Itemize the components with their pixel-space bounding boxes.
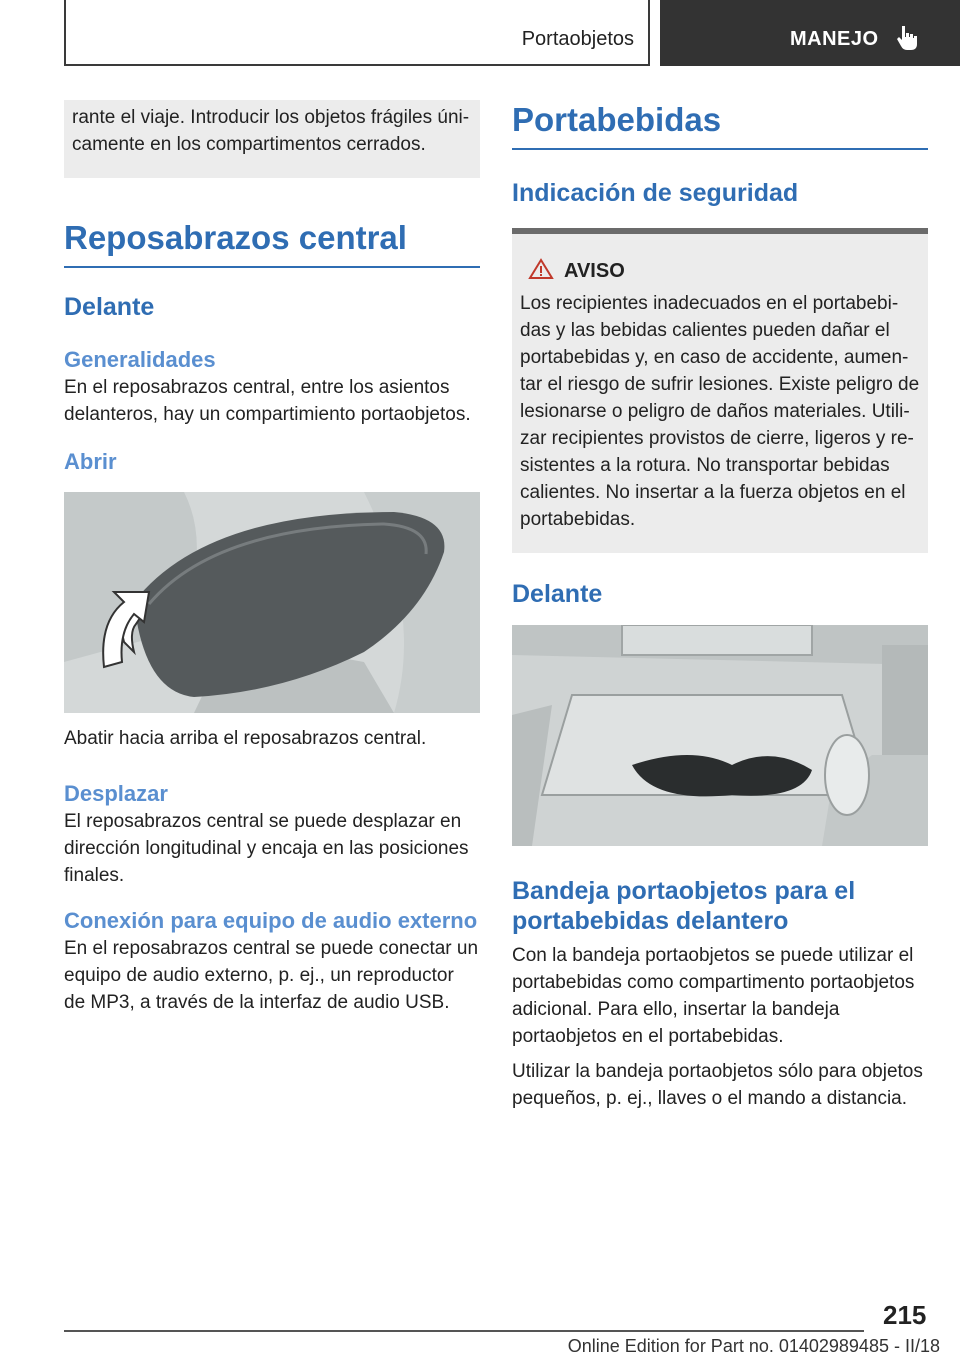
footer-edition: Online Edition for Part no. 01402989485 - II/18 [567, 1336, 940, 1356]
header-chapter-tab [660, 0, 960, 66]
open-caption: Abatir hacia arriba el reposabrazos central. [64, 728, 427, 749]
header-section-tab [64, 0, 650, 66]
warning-title: AVISO [564, 260, 625, 282]
heading-cupholder: Portabebidas [512, 100, 928, 150]
general-text: En el reposabrazos central, entre los asientos delanteros, hay un compartimiento portaobjetos. [64, 377, 471, 425]
page-number: 215 [883, 1300, 927, 1330]
armrest-illustration [64, 492, 480, 713]
heading-safety: Indicación de seguridad [512, 179, 799, 207]
move-text: El reposabrazos central se puede desplazar en dirección longitudinal y encaja en las posiciones finales. [64, 811, 469, 886]
heading-move: Desplazar [64, 781, 168, 806]
heading-tray: Bandeja portaobjetos para el portabebidas delantero [512, 877, 856, 935]
heading-center-armrest: Reposabrazos central [64, 218, 480, 268]
heading-audio: Conexión para equipo de audio externo [64, 908, 478, 933]
continued-note-text: rante el viaje. Introducir los objetos frágiles únicamente en los compartimentos cerrados. [72, 107, 470, 155]
header-chapter-title: MANEJO [790, 28, 879, 50]
left-column [64, 100, 480, 1016]
warning-text: Los recipientes inadecuados en el portabebidas y las bebidas calientes pueden dañar el portabebidas y, en caso de accidente, aumentar el riesgo de sufrir lesiones. Existe peligro de lesionarse o peligro de daños materiales. Utilizar recipientes provistos de cierre, ligeros y resistentes a la rotura. No transportar bebidas calientes. No insertar a la fuerza objetos en el portabebidas. [520, 293, 920, 530]
hand-pointer-icon [896, 24, 922, 52]
tray-text-2: Utilizar la bandeja portaobjetos sólo para objetos pequeños, p. ej., llaves o el mando a distancia. [512, 1061, 923, 1109]
heading-front-cupholder: Delante [512, 580, 603, 608]
audio-text: En el reposabrazos central se puede conectar un equipo de audio externo, p. ej., un reproductor de MP3, a través de la interfaz de audio USB. [64, 938, 479, 1013]
continued-note [64, 100, 480, 178]
tray-text-1: Con la bandeja portaobjetos se puede utilizar el portabebidas como compartimento portaobjetos adicional. Para ello, insertar la bandeja portaobjetos en el portabebidas. [512, 945, 915, 1047]
cupholder-illustration [512, 625, 928, 846]
warning-triangle-icon [528, 258, 554, 280]
warning-box [512, 228, 928, 553]
footer-divider [64, 1330, 864, 1332]
heading-front: Delante [64, 293, 155, 321]
header-section-title: Portaobjetos [521, 28, 634, 50]
warning-title-row [520, 258, 920, 284]
right-column [512, 100, 928, 1112]
heading-open: Abrir [64, 449, 117, 474]
heading-general: Generalidades [64, 347, 216, 372]
